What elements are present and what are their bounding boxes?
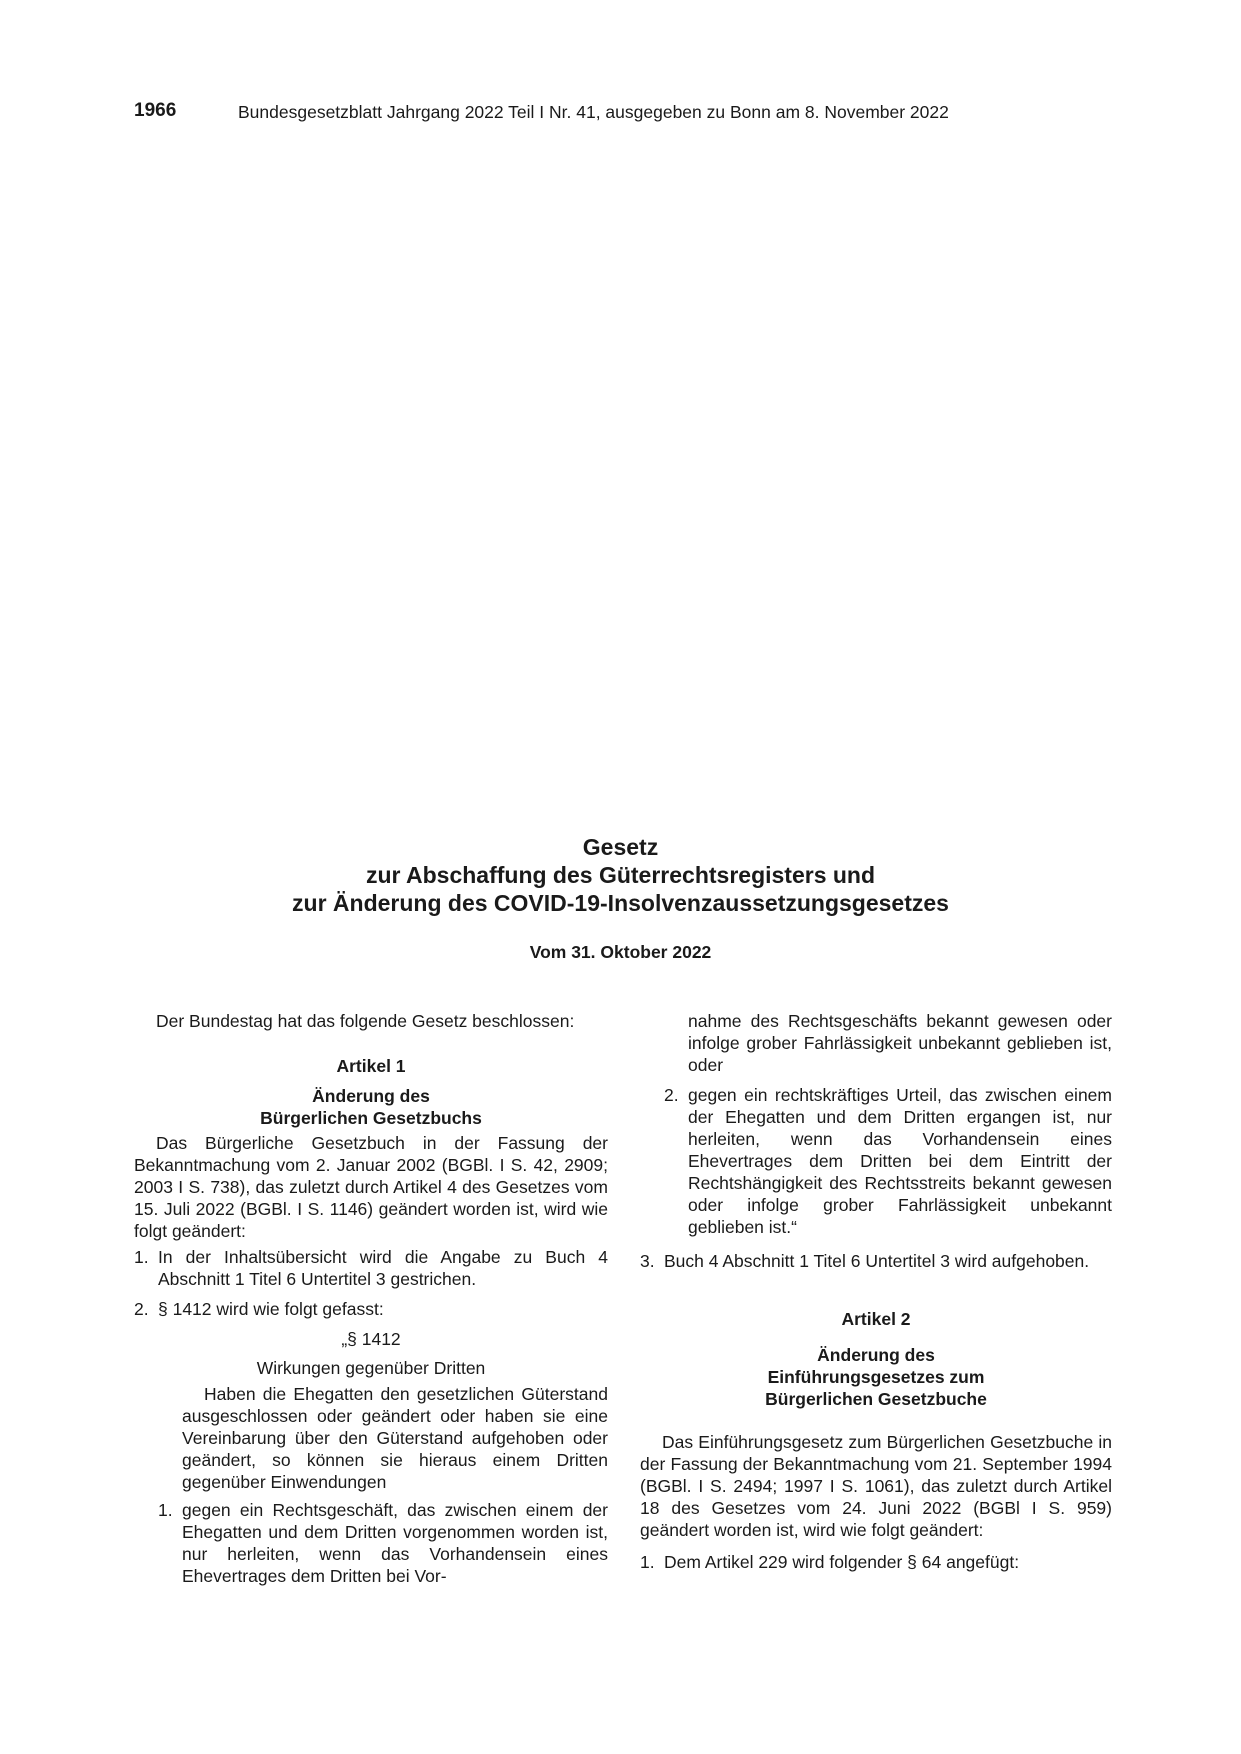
list-number: 1. <box>640 1552 655 1572</box>
page-number: 1966 <box>134 100 177 121</box>
list-text: Dem Artikel 229 wird folgender § 64 angefügt: <box>664 1552 1020 1572</box>
right-column <box>640 1010 1112 1573</box>
section-title: Wirkungen gegenüber Dritten <box>256 1358 486 1378</box>
list-text: § 1412 wird wie folgt gefasst: <box>158 1299 384 1319</box>
title-line: zur Abschaffung des Güterrechtsregisters und <box>365 862 876 888</box>
list-number: 1. <box>134 1247 149 1267</box>
list-item <box>640 1250 1112 1272</box>
title-line: Gesetz <box>582 834 659 860</box>
section-body: Haben die Ehegatten den gesetzlichen Güterstand ausgeschlossen oder geändert oder haben sie eine Vereinbarung über den Güterstand aufgehoben oder geändert, so können sie hieraus einem Dritten gegenüber Einwendungen <box>182 1384 608 1492</box>
sublist-number: 1. <box>158 1500 173 1520</box>
sublist-item <box>640 1084 1112 1238</box>
left-column <box>134 1010 608 1587</box>
sublist-continued: nahme des Rechtsgeschäfts bekannt gewesen oder infolge grober Fahrlässigkeit unbekannt geblieben ist, oder <box>688 1011 1112 1075</box>
sublist-text: gegen ein rechtskräftiges Urteil, das zwischen einem der Ehegatten und dem Dritten ergangen ist, nur herleiten, wenn das Vorhandensein eines Ehevertrages dem Dritten bei dem Eintritt der Rechtshängigkeit des Rechtsstreits bekannt gewesen oder infolge grober Fahrlässigkeit unbekannt geblieben ist.“ <box>688 1085 1112 1237</box>
article-subtitle: Bürgerlichen Gesetzbuchs <box>260 1108 482 1128</box>
article-body: Das Bürgerliche Gesetzbuch in der Fassung der Bekanntmachung vom 2. Januar 2002 (BGBl. I S. 42, 2909; 2003 I S. 738), das zuletzt durch Artikel 4 des Gesetzes vom 15. Juli 2022 (BGBl. I S. 1146) geändert worden ist, wird wie folgt geändert: <box>134 1133 608 1241</box>
title-line: zur Änderung des COVID-19-Insolvenzaussetzungsgesetzes <box>292 890 949 916</box>
law-title <box>0 833 1241 917</box>
article-subtitle: Änderung des <box>817 1345 935 1365</box>
article-heading: Artikel 2 <box>841 1309 911 1329</box>
section-reference: „§ 1412 <box>341 1329 401 1349</box>
list-item <box>134 1298 608 1320</box>
list-text: In der Inhaltsübersicht wird die Angabe zu Buch 4 Abschnitt 1 Titel 6 Untertitel 3 gestrichen. <box>158 1247 608 1289</box>
sublist-text: gegen ein Rechtsgeschäft, das zwischen einem der Ehegatten und dem Dritten vorgenommen worden ist, nur herleiten, wenn das Vorhandensein eines Ehevertrages dem Dritten bei Vor- <box>182 1500 608 1586</box>
sublist-number: 2. <box>664 1085 679 1105</box>
list-number: 3. <box>640 1251 655 1271</box>
article-body: Das Einführungsgesetz zum Bürgerlichen Gesetzbuche in der Fassung der Bekanntmachung vom 21. September 1994 (BGBl. I S. 2494; 1997 I S. 1061), das zuletzt durch Artikel 18 des Gesetzes vom 24. Juni 2022 (BGBl I S. 959) geändert worden ist, wird wie folgt geändert: <box>640 1432 1112 1540</box>
article-heading: Artikel 1 <box>336 1056 406 1076</box>
law-date: Vom 31. Oktober 2022 <box>529 942 712 962</box>
article-subtitle: Bürgerlichen Gesetzbuche <box>765 1389 987 1409</box>
article-subtitle: Änderung des <box>312 1086 430 1106</box>
publication-header: Bundesgesetzblatt Jahrgang 2022 Teil I Nr. 41, ausgegeben zu Bonn am 8. November 2022 <box>238 102 949 122</box>
list-number: 2. <box>134 1299 149 1319</box>
sublist-item <box>134 1499 608 1587</box>
list-item <box>134 1246 608 1290</box>
article-subtitle: Einführungsgesetzes zum <box>767 1367 985 1387</box>
intro-paragraph: Der Bundestag hat das folgende Gesetz beschlossen: <box>156 1011 575 1031</box>
list-item <box>640 1551 1112 1573</box>
list-text: Buch 4 Abschnitt 1 Titel 6 Untertitel 3 wird aufgehoben. <box>664 1251 1090 1271</box>
